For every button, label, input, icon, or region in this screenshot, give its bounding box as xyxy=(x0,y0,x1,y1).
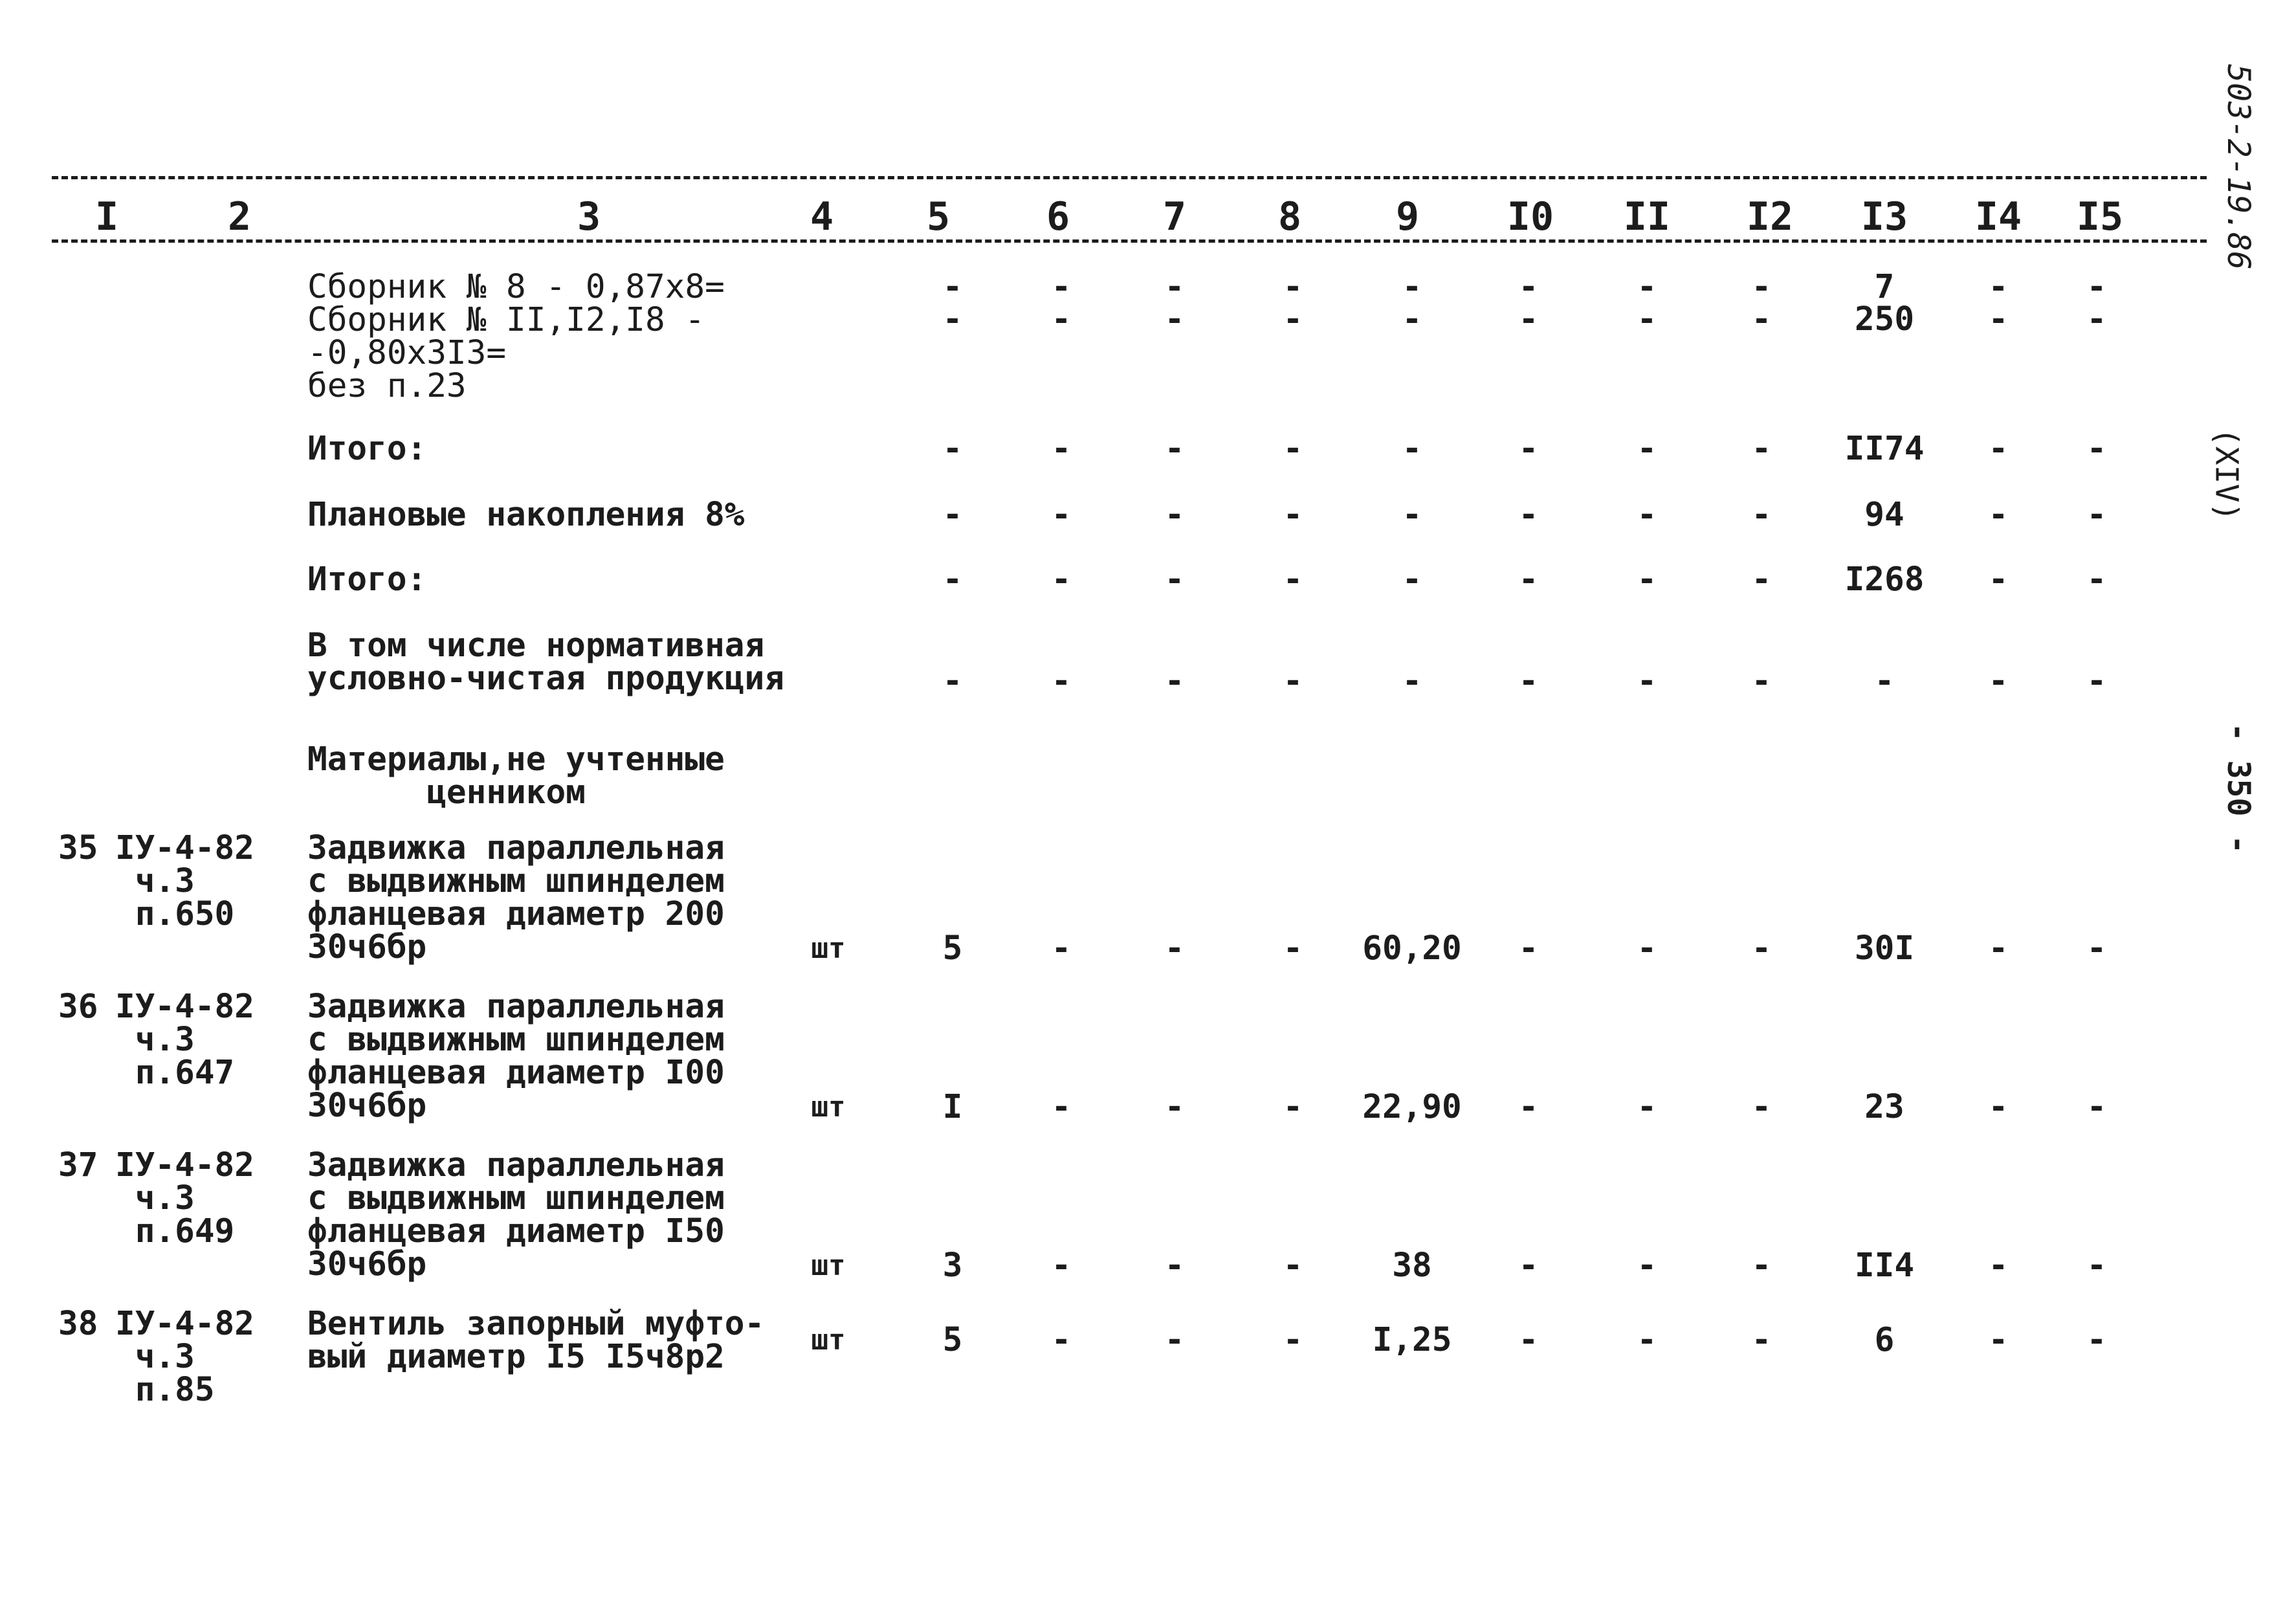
header-dashed-rule xyxy=(52,239,2207,243)
value-c6: - xyxy=(1051,662,1072,700)
value-c9: I,25 xyxy=(1372,1321,1452,1359)
price-reference xyxy=(115,829,254,933)
value-c11: - xyxy=(1637,662,1657,700)
position-number: 35 xyxy=(58,829,98,867)
document-code-note: 503-2-19.86 xyxy=(2220,64,2257,270)
price-reference-line: ч.3 xyxy=(115,1021,195,1059)
item-description xyxy=(307,1305,765,1376)
item-description-line: Итого: xyxy=(307,430,427,468)
value-c7: - xyxy=(1164,1247,1185,1285)
value-c9: 38 xyxy=(1392,1247,1432,1285)
column-header: I2 xyxy=(1746,194,1794,239)
value-c13: II4 xyxy=(1854,1247,1915,1285)
item-description xyxy=(307,829,725,966)
value-c13: 6 xyxy=(1874,1321,1895,1359)
value-c8: - xyxy=(1283,430,1303,468)
section-number-note: (XIV) xyxy=(2208,427,2245,522)
value-c10: - xyxy=(1518,1321,1539,1359)
value-c9: 22,90 xyxy=(1362,1088,1462,1126)
value-c11: - xyxy=(1637,1247,1657,1285)
value-c8: - xyxy=(1283,1088,1303,1126)
value-c9: - xyxy=(1402,430,1422,468)
item-description-line: фланцевая диаметр I00 xyxy=(307,1054,725,1092)
value-c14: - xyxy=(1988,496,2009,534)
value-c8: - xyxy=(1283,662,1303,700)
value-c11: - xyxy=(1637,929,1657,968)
value-c6: - xyxy=(1051,430,1072,468)
value-c10: - xyxy=(1518,300,1539,338)
value-c6: - xyxy=(1051,1247,1072,1285)
value-c8: - xyxy=(1283,268,1303,306)
value-c13: 23 xyxy=(1864,1088,1904,1126)
value-c5: - xyxy=(942,560,963,599)
value-c5: 5 xyxy=(942,929,963,968)
value-c7: - xyxy=(1164,268,1185,306)
value-c6: - xyxy=(1051,1321,1072,1359)
item-description xyxy=(307,627,784,698)
item-description-line: вый диаметр I5 I5ч8р2 xyxy=(307,1338,725,1376)
value-c15: - xyxy=(2086,1321,2107,1359)
item-description-line: фланцевая диаметр I50 xyxy=(307,1212,725,1250)
item-description-line: -0,80х3I3= xyxy=(307,334,507,372)
column-header: 3 xyxy=(577,194,601,239)
value-c13: I268 xyxy=(1844,560,1925,599)
value-c9: - xyxy=(1402,560,1422,599)
value-c9: 60,20 xyxy=(1362,929,1462,968)
value-c12: - xyxy=(1751,1247,1772,1285)
value-c15: - xyxy=(2086,560,2107,599)
value-c8: - xyxy=(1283,496,1303,534)
value-c14: - xyxy=(1988,1321,2009,1359)
item-description-line: с выдвижным шпинделем xyxy=(307,862,725,900)
value-c5: - xyxy=(942,430,963,468)
value-c9: - xyxy=(1402,300,1422,338)
value-c11: - xyxy=(1637,430,1657,468)
value-c12: - xyxy=(1751,430,1772,468)
value-c14: - xyxy=(1988,300,2009,338)
value-c8: - xyxy=(1283,929,1303,968)
item-description xyxy=(307,268,725,405)
price-reference-line: ч.3 xyxy=(115,1179,195,1217)
value-c13: 250 xyxy=(1854,300,1915,338)
item-description xyxy=(307,740,725,812)
value-c14: - xyxy=(1988,268,2009,306)
value-c6: - xyxy=(1051,268,1072,306)
value-c10: - xyxy=(1518,268,1539,306)
value-c10: - xyxy=(1518,430,1539,468)
value-c11: - xyxy=(1637,1088,1657,1126)
item-description-line: Плановые накопления 8% xyxy=(307,496,745,534)
value-c15: - xyxy=(2086,662,2107,700)
item-description-line: условно-чистая продукция xyxy=(307,660,784,698)
item-description xyxy=(307,496,745,534)
item-description-line: Задвижка параллельная xyxy=(307,829,725,867)
value-c15: - xyxy=(2086,1247,2107,1285)
value-c9: - xyxy=(1402,496,1422,534)
value-c10: - xyxy=(1518,662,1539,700)
item-description-line: ценником xyxy=(307,773,586,812)
price-reference-line: п.85 xyxy=(115,1371,215,1409)
value-c13: 94 xyxy=(1864,496,1904,534)
value-c14: - xyxy=(1988,1088,2009,1126)
value-c7: - xyxy=(1164,929,1185,968)
item-description-line: Сборник № II,I2,I8 - xyxy=(307,301,705,339)
value-c5: - xyxy=(942,268,963,306)
value-c7: - xyxy=(1164,496,1185,534)
price-reference xyxy=(115,1305,254,1409)
item-description-line: с выдвижным шпинделем xyxy=(307,1179,725,1217)
value-c7: - xyxy=(1164,300,1185,338)
price-reference-line: IУ-4-82 xyxy=(115,988,254,1026)
position-number: 38 xyxy=(58,1305,98,1343)
value-c14: - xyxy=(1988,1247,2009,1285)
value-c12: - xyxy=(1751,300,1772,338)
position-number: 36 xyxy=(58,988,98,1026)
value-c11: - xyxy=(1637,496,1657,534)
column-header: 4 xyxy=(810,194,834,239)
price-reference-line: IУ-4-82 xyxy=(115,1146,254,1184)
value-c14: - xyxy=(1988,560,2009,599)
price-reference-line: п.649 xyxy=(115,1212,235,1250)
column-header: 7 xyxy=(1162,194,1187,239)
value-c13: 7 xyxy=(1874,268,1895,306)
item-description-line: Итого: xyxy=(307,560,427,599)
value-c12: - xyxy=(1751,268,1772,306)
value-c5: - xyxy=(942,300,963,338)
value-c8: - xyxy=(1283,1321,1303,1359)
value-c6: - xyxy=(1051,496,1072,534)
value-c12: - xyxy=(1751,929,1772,968)
value-c14: - xyxy=(1988,662,2009,700)
value-c6: - xyxy=(1051,929,1072,968)
item-description-line: без п.23 xyxy=(307,367,467,405)
value-c7: - xyxy=(1164,1088,1185,1126)
column-header: 5 xyxy=(926,194,951,239)
value-c8: - xyxy=(1283,300,1303,338)
column-header: 9 xyxy=(1395,194,1420,239)
column-header: II xyxy=(1623,194,1671,239)
price-reference-line: IУ-4-82 xyxy=(115,1305,254,1343)
value-c14: - xyxy=(1988,929,2009,968)
unit-of-measure: шт xyxy=(811,1249,846,1282)
value-c11: - xyxy=(1637,1321,1657,1359)
value-c9: - xyxy=(1402,268,1422,306)
column-header: I3 xyxy=(1860,194,1908,239)
value-c6: - xyxy=(1051,300,1072,338)
value-c15: - xyxy=(2086,300,2107,338)
column-header: I4 xyxy=(1974,194,2022,239)
page-number-note: - 350 - xyxy=(2220,722,2257,854)
price-reference xyxy=(115,1146,254,1250)
item-description-line: В том числе нормативная xyxy=(307,627,765,665)
value-c9: - xyxy=(1402,662,1422,700)
value-c11: - xyxy=(1637,300,1657,338)
column-header: 2 xyxy=(227,194,252,239)
item-description-line: Задвижка параллельная xyxy=(307,988,725,1026)
price-reference-line: ч.3 xyxy=(115,1338,195,1376)
column-header: I0 xyxy=(1507,194,1554,239)
value-c6: - xyxy=(1051,560,1072,599)
value-c7: - xyxy=(1164,1321,1185,1359)
value-c12: - xyxy=(1751,496,1772,534)
item-description-line: с выдвижным шпинделем xyxy=(307,1021,725,1059)
value-c12: - xyxy=(1751,560,1772,599)
value-c10: - xyxy=(1518,1247,1539,1285)
column-header: I5 xyxy=(2076,194,2124,239)
top-dashed-rule xyxy=(52,176,2207,179)
column-header: 6 xyxy=(1046,194,1070,239)
value-c13: - xyxy=(1874,662,1895,700)
value-c15: - xyxy=(2086,929,2107,968)
item-description-line: 30ч6бр xyxy=(307,1245,427,1283)
value-c15: - xyxy=(2086,496,2107,534)
value-c15: - xyxy=(2086,268,2107,306)
value-c10: - xyxy=(1518,929,1539,968)
item-description-line: Вентиль запорный муфто- xyxy=(307,1305,765,1343)
item-description xyxy=(307,988,725,1125)
price-reference-line: IУ-4-82 xyxy=(115,829,254,867)
value-c8: - xyxy=(1283,1247,1303,1285)
value-c13: 30I xyxy=(1854,929,1915,968)
item-description-line: Материалы,не учтенные xyxy=(307,740,725,779)
value-c14: - xyxy=(1988,430,2009,468)
value-c12: - xyxy=(1751,1088,1772,1126)
unit-of-measure: шт xyxy=(811,1324,846,1357)
value-c11: - xyxy=(1637,268,1657,306)
value-c7: - xyxy=(1164,662,1185,700)
value-c10: - xyxy=(1518,496,1539,534)
value-c5: 5 xyxy=(942,1321,963,1359)
price-reference-line: п.650 xyxy=(115,895,235,933)
item-description-line: 30ч6бр xyxy=(307,928,427,966)
value-c6: - xyxy=(1051,1088,1072,1126)
price-reference-line: ч.3 xyxy=(115,862,195,900)
item-description xyxy=(307,560,427,599)
value-c10: - xyxy=(1518,560,1539,599)
value-c7: - xyxy=(1164,560,1185,599)
value-c11: - xyxy=(1637,560,1657,599)
unit-of-measure: шт xyxy=(811,1091,846,1124)
value-c5: I xyxy=(942,1088,963,1126)
item-description-line: Задвижка параллельная xyxy=(307,1146,725,1184)
value-c13: II74 xyxy=(1844,430,1925,468)
value-c15: - xyxy=(2086,1088,2107,1126)
value-c5: - xyxy=(942,662,963,700)
position-number: 37 xyxy=(58,1146,98,1184)
item-description-line: фланцевая диаметр 200 xyxy=(307,895,725,933)
item-description-line: 30ч6бр xyxy=(307,1087,427,1125)
value-c8: - xyxy=(1283,560,1303,599)
value-c5: 3 xyxy=(942,1247,963,1285)
item-description xyxy=(307,430,427,468)
value-c10: - xyxy=(1518,1088,1539,1126)
value-c5: - xyxy=(942,496,963,534)
item-description xyxy=(307,1146,725,1283)
value-c12: - xyxy=(1751,1321,1772,1359)
price-reference xyxy=(115,988,254,1092)
column-header: I xyxy=(94,194,119,239)
column-header: 8 xyxy=(1277,194,1302,239)
value-c7: - xyxy=(1164,430,1185,468)
price-reference-line: п.647 xyxy=(115,1054,235,1092)
unit-of-measure: шт xyxy=(811,932,846,965)
value-c12: - xyxy=(1751,662,1772,700)
value-c15: - xyxy=(2086,430,2107,468)
item-description-line: Сборник № 8 - 0,87х8= xyxy=(307,268,725,306)
